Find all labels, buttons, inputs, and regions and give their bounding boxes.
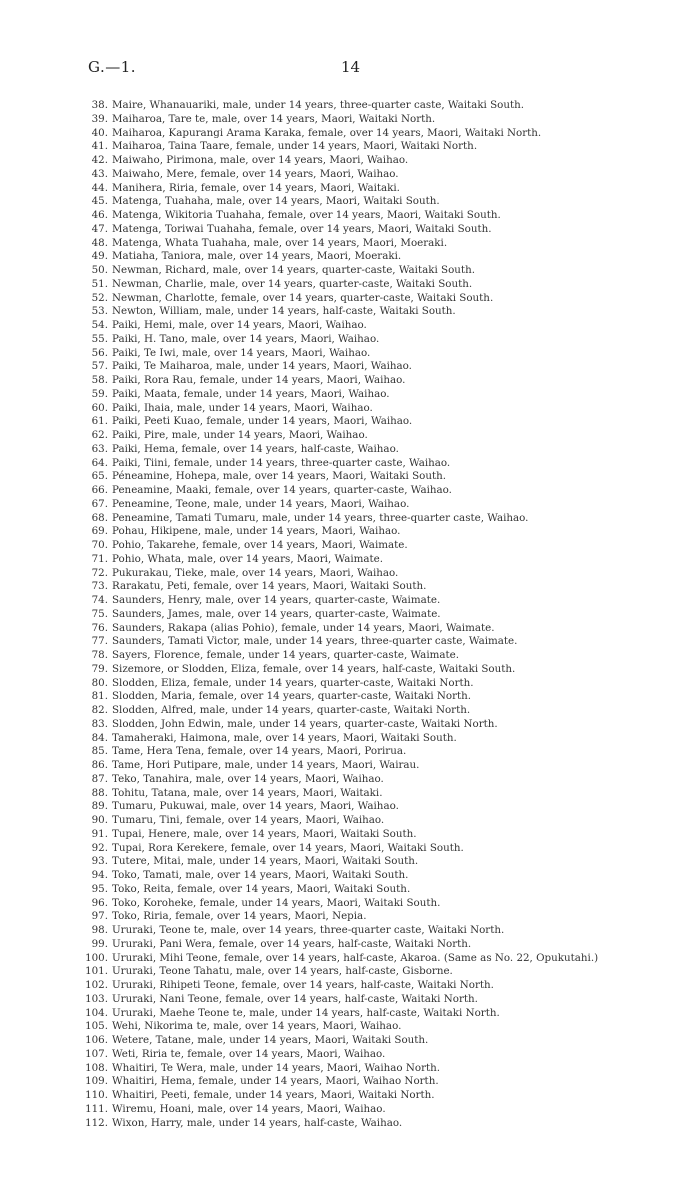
entry-text: Sayers, Florence, female, under 14 years, quarter-caste, Waimate. xyxy=(112,649,460,661)
entry-text: Newton, William, male, under 14 years, half-caste, Waitaki South. xyxy=(112,305,456,318)
list-item xyxy=(80,1089,695,1103)
census-list xyxy=(80,99,695,1130)
entry-text: Peneamine, Maaki, female, over 14 years, quarter-caste, Waihao. xyxy=(112,484,452,496)
entry-number: 49. xyxy=(91,250,108,263)
entry-text: Maiharoa, Taina Taare, female, under 14 years, Maori, Waitaki North. xyxy=(112,140,478,153)
entry-number: 51. xyxy=(91,277,108,290)
entry-text: Maire, Whanauariki, male, under 14 years, three-quarter caste, Waitaki South. xyxy=(112,99,525,111)
entry-number: 75. xyxy=(91,607,108,620)
entry-number: 110. xyxy=(85,1089,108,1101)
list-item xyxy=(80,993,695,1007)
entry-number: 42. xyxy=(91,154,108,166)
list-item xyxy=(80,484,695,498)
entry-number: 63. xyxy=(91,442,108,455)
entry-text: Ururaki, Maehe Teone te, male, under 14 years, half-caste, Waitaki North. xyxy=(112,1006,500,1019)
list-item xyxy=(80,828,695,842)
entry-number: 45. xyxy=(91,195,108,208)
entry-text: Toko, Koroheke, female, under 14 years, Maori, Waitaki South. xyxy=(112,896,441,909)
entry-number: 38. xyxy=(91,99,108,111)
list-item xyxy=(80,99,695,113)
list-item xyxy=(80,704,695,718)
list-item xyxy=(80,938,695,952)
entry-text: Newman, Charlotte, female, over 14 years, quarter-caste, Waitaki South. xyxy=(112,291,494,304)
entry-text: Tupai, Rora Kerekere, female, over 14 years, Maori, Waitaki South. xyxy=(112,841,464,854)
list-item xyxy=(80,649,695,663)
entry-number: 56. xyxy=(91,346,108,359)
entry-text: Whaitiri, Hema, female, under 14 years, Maori, Waihao North. xyxy=(112,1075,439,1088)
list-item xyxy=(80,869,695,883)
entry-text: Ururaki, Pani Wera, female, over 14 years, half-caste, Waitaki North. xyxy=(112,937,472,950)
list-item xyxy=(80,718,695,732)
entry-text: Tame, Hori Putipare, male, under 14 years, Maori, Wairau. xyxy=(112,759,420,771)
entry-number: 46. xyxy=(91,209,108,221)
entry-text: Sizemore, or Slodden, Eliza, female, over 14 years, half-caste, Waitaki South. xyxy=(112,662,516,675)
list-item xyxy=(80,319,695,333)
list-item xyxy=(80,690,695,704)
entry-number: 80. xyxy=(91,676,108,689)
entry-text: Ururaki, Teone te, male, over 14 years, three-quarter caste, Waitaki North. xyxy=(112,924,505,936)
list-item xyxy=(80,347,695,361)
entry-text: Tutere, Mitai, male, under 14 years, Maori, Waitaki South. xyxy=(112,855,419,868)
entry-text: Matenga, Wikitoria Tuahaha, female, over 14 years, Maori, Waitaki South. xyxy=(112,209,501,221)
entry-text: Saunders, Henry, male, over 14 years, quarter-caste, Waimate. xyxy=(112,594,441,606)
entry-text: Manihera, Riria, female, over 14 years, Maori, Waitaki. xyxy=(112,181,400,194)
entry-text: Maiharoa, Kapurangi Arama Karaka, female, over 14 years, Maori, Waitaki North. xyxy=(112,126,542,139)
entry-text: Wixon, Harry, male, under 14 years, half-caste, Waihao. xyxy=(112,1116,403,1129)
entry-number: 65. xyxy=(91,470,108,483)
list-item xyxy=(80,567,695,581)
entry-number: 90. xyxy=(91,814,108,826)
list-item xyxy=(80,512,695,526)
list-item xyxy=(80,1034,695,1048)
list-item xyxy=(80,182,695,196)
entry-text: Saunders, James, male, over 14 years, quarter-caste, Waimate. xyxy=(112,607,441,620)
entry-text: Maiharoa, Tare te, male, over 14 years, Maori, Waitaki North. xyxy=(112,112,436,125)
list-item xyxy=(80,388,695,402)
list-item xyxy=(80,539,695,553)
entry-number: 82. xyxy=(91,704,108,716)
entry-number: 94. xyxy=(91,869,108,881)
list-item xyxy=(80,374,695,388)
entry-text: Toko, Tamati, male, over 14 years, Maori, Waitaki South. xyxy=(112,869,409,881)
list-item xyxy=(80,305,695,319)
list-item xyxy=(80,443,695,457)
list-item xyxy=(80,292,695,306)
entry-number: 54. xyxy=(91,319,108,331)
entry-number: 102. xyxy=(85,979,108,991)
list-item xyxy=(80,732,695,746)
entry-text: Teko, Tanahira, male, over 14 years, Maori, Waihao. xyxy=(112,772,384,785)
entry-number: 109. xyxy=(85,1075,108,1088)
entry-text: Tumaru, Pukuwai, male, over 14 years, Maori, Waihao. xyxy=(112,800,399,813)
entry-number: 69. xyxy=(91,525,108,538)
entry-number: 43. xyxy=(91,167,108,180)
entry-text: Peneamine, Tamati Tumaru, male, under 14 years, three-quarter caste, Waihao. xyxy=(112,511,529,524)
list-item xyxy=(80,677,695,691)
entry-number: 60. xyxy=(91,401,108,414)
entry-number: 97. xyxy=(91,910,108,923)
entry-number: 81. xyxy=(91,690,108,703)
list-item xyxy=(80,622,695,636)
list-item xyxy=(80,140,695,154)
entry-number: 61. xyxy=(91,415,108,428)
list-item xyxy=(80,415,695,429)
list-item xyxy=(80,195,695,209)
entry-number: 44. xyxy=(91,181,108,194)
entry-text: Matenga, Toriwai Tuahaha, female, over 14 years, Maori, Waitaki South. xyxy=(112,222,492,235)
entry-number: 101. xyxy=(85,965,108,978)
list-item xyxy=(80,1117,695,1131)
entry-number: 108. xyxy=(85,1061,108,1074)
entry-text: Peneamine, Teone, male, under 14 years, Maori, Waihao. xyxy=(112,497,410,510)
entry-number: 92. xyxy=(91,841,108,854)
entry-number: 67. xyxy=(91,497,108,510)
document-id: G.—1. xyxy=(88,58,137,76)
entry-number: 74. xyxy=(91,594,108,606)
entry-number: 96. xyxy=(91,896,108,909)
entry-number: 93. xyxy=(91,855,108,868)
list-item xyxy=(80,580,695,594)
entry-number: 50. xyxy=(91,264,108,276)
entry-text: Weti, Riria te, female, over 14 years, Maori, Waihao. xyxy=(112,1047,386,1060)
entry-number: 71. xyxy=(91,552,108,565)
page-header xyxy=(88,58,608,78)
list-item xyxy=(80,608,695,622)
entry-number: 91. xyxy=(91,827,108,840)
list-item xyxy=(80,223,695,237)
entry-text: Ururaki, Mihi Teone, female, over 14 years, half-caste, Akaroa. (Same as No. 22, Opukutahi.) xyxy=(112,951,599,964)
list-item xyxy=(80,635,695,649)
list-item xyxy=(80,663,695,677)
list-item xyxy=(80,924,695,938)
entry-number: 112. xyxy=(85,1116,108,1129)
entry-number: 78. xyxy=(91,649,108,661)
entry-text: Tupai, Henere, male, over 14 years, Maori, Waitaki South. xyxy=(112,827,417,840)
list-item xyxy=(80,745,695,759)
entry-number: 52. xyxy=(91,291,108,304)
entry-number: 104. xyxy=(85,1006,108,1019)
list-item xyxy=(80,264,695,278)
list-item xyxy=(80,553,695,567)
entry-number: 57. xyxy=(91,360,108,373)
list-item xyxy=(80,842,695,856)
entry-text: Newman, Charlie, male, over 14 years, quarter-caste, Waitaki South. xyxy=(112,277,473,290)
entry-number: 89. xyxy=(91,800,108,813)
entry-number: 64. xyxy=(91,456,108,469)
entry-text: Wetere, Tatane, male, under 14 years, Maori, Waitaki South. xyxy=(112,1034,429,1046)
entry-text: Matenga, Tuahaha, male, over 14 years, Maori, Waitaki South. xyxy=(112,195,440,208)
entry-number: 77. xyxy=(91,635,108,648)
entry-text: Toko, Reita, female, over 14 years, Maori, Waitaki South. xyxy=(112,882,411,895)
list-item xyxy=(80,800,695,814)
entry-text: Paiki, Hema, female, over 14 years, half-caste, Waihao. xyxy=(112,442,399,455)
list-item xyxy=(80,209,695,223)
entry-text: Paiki, Ihaia, male, under 14 years, Maori, Waihao. xyxy=(112,401,373,414)
entry-number: 39. xyxy=(91,112,108,125)
entry-number: 103. xyxy=(85,992,108,1005)
entry-text: Paiki, Rora Rau, female, under 14 years, Maori, Waihao. xyxy=(112,374,406,386)
entry-number: 98. xyxy=(91,924,108,936)
list-item xyxy=(80,1075,695,1089)
entry-text: Saunders, Rakapa (alias Pohio), female, under 14 years, Maori, Waimate. xyxy=(112,621,495,634)
entry-text: Paiki, Te Iwi, male, over 14 years, Maori, Waihao. xyxy=(112,346,371,359)
entry-text: Matiaha, Taniora, male, over 14 years, Maori, Moeraki. xyxy=(112,250,402,263)
list-item xyxy=(80,470,695,484)
entry-number: 85. xyxy=(91,745,108,758)
list-item xyxy=(80,402,695,416)
entry-number: 105. xyxy=(85,1020,108,1033)
list-item xyxy=(80,498,695,512)
entry-text: Slodden, Alfred, male, under 14 years, quarter-caste, Waitaki North. xyxy=(112,704,471,716)
entry-text: Paiki, Peeti Kuao, female, under 14 years, Maori, Waihao. xyxy=(112,415,413,428)
entry-number: 88. xyxy=(91,786,108,799)
entry-text: Tamaheraki, Haimona, male, over 14 years, Maori, Waitaki South. xyxy=(112,731,457,744)
list-item xyxy=(80,594,695,608)
list-item xyxy=(80,1007,695,1021)
entry-text: Wiremu, Hoani, male, over 14 years, Maori, Waihao. xyxy=(112,1102,386,1115)
list-item xyxy=(80,1062,695,1076)
entry-number: 95. xyxy=(91,882,108,895)
entry-text: Ururaki, Teone Tahatu, male, over 14 years, half-caste, Gisborne. xyxy=(112,965,453,978)
entry-number: 111. xyxy=(85,1102,108,1115)
entry-number: 86. xyxy=(91,759,108,771)
entry-text: Pohau, Hikipene, male, under 14 years, Maori, Waihao. xyxy=(112,525,401,538)
entry-text: Whaitiri, Peeti, female, under 14 years, Maori, Waitaki North. xyxy=(112,1089,435,1101)
list-item xyxy=(80,429,695,443)
entry-text: Pukurakau, Tieke, male, over 14 years, Maori, Waihao. xyxy=(112,566,399,579)
list-item xyxy=(80,814,695,828)
list-item xyxy=(80,910,695,924)
list-item xyxy=(80,1103,695,1117)
entry-number: 107. xyxy=(85,1047,108,1060)
list-item xyxy=(80,952,695,966)
entry-number: 68. xyxy=(91,511,108,524)
entry-text: Pohio, Whata, male, over 14 years, Maori, Waimate. xyxy=(112,552,384,565)
list-item xyxy=(80,525,695,539)
entry-number: 47. xyxy=(91,222,108,235)
list-item xyxy=(80,855,695,869)
list-item xyxy=(80,113,695,127)
entry-number: 72. xyxy=(91,566,108,579)
list-item xyxy=(80,979,695,993)
entry-number: 76. xyxy=(91,621,108,634)
entry-text: Wehi, Nikorima te, male, over 14 years, Maori, Waihao. xyxy=(112,1020,402,1033)
entry-text: Paiki, Maata, female, under 14 years, Maori, Waihao. xyxy=(112,387,390,400)
entry-text: Paiki, H. Tano, male, over 14 years, Maori, Waihao. xyxy=(112,332,380,345)
entry-text: Slodden, Eliza, female, under 14 years, quarter-caste, Waitaki North. xyxy=(112,676,474,689)
entry-text: Newman, Richard, male, over 14 years, quarter-caste, Waitaki South. xyxy=(112,264,475,276)
list-item xyxy=(80,457,695,471)
entry-number: 73. xyxy=(91,580,108,593)
entry-text: Slodden, Maria, female, over 14 years, quarter-caste, Waitaki North. xyxy=(112,690,472,703)
entry-number: 66. xyxy=(91,484,108,496)
entry-text: Maiwaho, Pirimona, male, over 14 years, Maori, Waihao. xyxy=(112,154,409,166)
entry-text: Maiwaho, Mere, female, over 14 years, Maori, Waihao. xyxy=(112,167,399,180)
entry-text: Toko, Riria, female, over 14 years, Maori, Nepia. xyxy=(112,910,367,923)
list-item xyxy=(80,773,695,787)
entry-text: Ururaki, Nani Teone, female, over 14 years, half-caste, Waitaki North. xyxy=(112,992,478,1005)
entry-number: 87. xyxy=(91,772,108,785)
entry-text: Matenga, Whata Tuahaha, male, over 14 years, Maori, Moeraki. xyxy=(112,236,448,249)
entry-text: Paiki, Tiini, female, under 14 years, three-quarter caste, Waihao. xyxy=(112,456,451,469)
entry-number: 100. xyxy=(85,951,108,964)
list-item xyxy=(80,1048,695,1062)
entry-number: 48. xyxy=(91,236,108,249)
entry-text: Tumaru, Tini, female, over 14 years, Maori, Waihao. xyxy=(112,814,385,826)
entry-text: Paiki, Pire, male, under 14 years, Maori, Waihao. xyxy=(112,429,368,441)
entry-number: 79. xyxy=(91,662,108,675)
entry-text: Slodden, John Edwin, male, under 14 years, quarter-caste, Waitaki North. xyxy=(112,717,498,730)
entry-text: Tame, Hera Tena, female, over 14 years, Maori, Porirua. xyxy=(112,745,407,758)
entry-number: 41. xyxy=(91,140,108,153)
entry-text: Paiki, Hemi, male, over 14 years, Maori, Waihao. xyxy=(112,319,367,331)
entry-number: 84. xyxy=(91,731,108,744)
entry-number: 53. xyxy=(91,305,108,318)
entry-text: Pohio, Takarehe, female, over 14 years, Maori, Waimate. xyxy=(112,539,408,551)
list-item xyxy=(80,965,695,979)
entry-number: 58. xyxy=(91,374,108,386)
entry-number: 40. xyxy=(91,126,108,139)
list-item xyxy=(80,360,695,374)
entry-text: Rarakatu, Peti, female, over 14 years, Maori, Waitaki South. xyxy=(112,580,427,593)
entry-text: Whaitiri, Te Wera, male, under 14 years, Maori, Waihao North. xyxy=(112,1061,441,1074)
entry-text: Saunders, Tamati Victor, male, under 14 years, three-quarter caste, Waimate. xyxy=(112,635,518,648)
entry-number: 59. xyxy=(91,387,108,400)
entry-number: 83. xyxy=(91,717,108,730)
entry-text: Ururaki, Rihipeti Teone, female, over 14 years, half-caste, Waitaki North. xyxy=(112,979,494,991)
list-item xyxy=(80,787,695,801)
list-item xyxy=(80,278,695,292)
entry-text: Tohitu, Tatana, male, over 14 years, Maori, Waitaki. xyxy=(112,786,383,799)
list-item xyxy=(80,168,695,182)
list-item xyxy=(80,759,695,773)
list-item xyxy=(80,897,695,911)
entry-number: 70. xyxy=(91,539,108,551)
list-item xyxy=(80,1020,695,1034)
entry-number: 55. xyxy=(91,332,108,345)
entry-text: Péneamine, Hohepa, male, over 14 years, Maori, Waitaki South. xyxy=(112,470,447,483)
entry-number: 62. xyxy=(91,429,108,441)
entry-number: 99. xyxy=(91,937,108,950)
list-item xyxy=(80,127,695,141)
list-item xyxy=(80,250,695,264)
list-item xyxy=(80,237,695,251)
entry-number: 106. xyxy=(85,1034,108,1046)
entry-text: Paiki, Te Maiharoa, male, under 14 years, Maori, Waihao. xyxy=(112,360,412,373)
list-item xyxy=(80,154,695,168)
page-number: 14 xyxy=(341,58,361,76)
list-item xyxy=(80,333,695,347)
list-item xyxy=(80,883,695,897)
